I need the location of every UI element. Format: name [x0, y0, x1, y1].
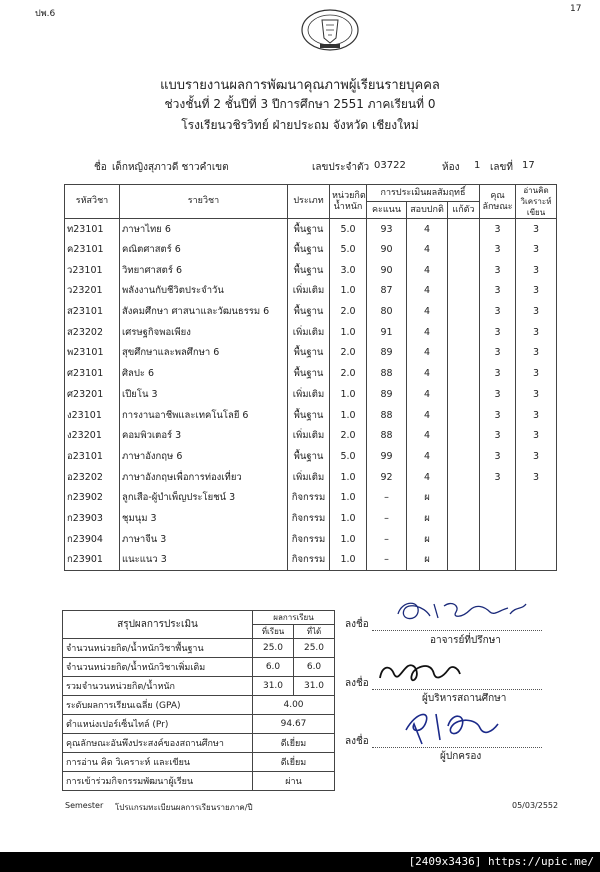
cell-code: ก23904	[65, 529, 120, 550]
cell-character: 3	[480, 260, 516, 281]
summary-row-earned: 31.0	[294, 677, 335, 696]
cell-reading: 3	[516, 322, 557, 343]
cell-type: กิจกรรม	[288, 508, 330, 529]
cell-retake	[448, 467, 480, 488]
cell-code: ศ23101	[65, 363, 120, 384]
cell-reading: 3	[516, 467, 557, 488]
cell-score: 88	[367, 425, 407, 446]
summary-row	[63, 677, 335, 696]
cell-credits: 5.0	[330, 446, 367, 467]
cell-retake	[448, 363, 480, 384]
school-emblem	[298, 8, 362, 54]
cell-retake	[448, 425, 480, 446]
cell-reading: 3	[516, 343, 557, 364]
room-label: ห้อง	[442, 162, 460, 173]
cell-character: 3	[480, 219, 516, 240]
cell-reading: 3	[516, 363, 557, 384]
cell-reading: 3	[516, 301, 557, 322]
cell-subject: ภาษาไทย 6	[120, 219, 288, 240]
cell-type: กิจกรรม	[288, 550, 330, 571]
cell-credits: 2.0	[330, 301, 367, 322]
student-name-label: ชื่อ	[94, 162, 107, 173]
cell-score: 90	[367, 239, 407, 260]
cell-subject: วิทยาศาสตร์ 6	[120, 260, 288, 281]
cell-score: –	[367, 550, 407, 571]
grade-row	[65, 550, 557, 571]
cell-reading: 3	[516, 384, 557, 405]
cell-reading: 3	[516, 446, 557, 467]
pr-label: ตำแหน่งเปอร์เซ็นไทล์ (Pr)	[63, 715, 253, 734]
cell-credits: 1.0	[330, 508, 367, 529]
cell-type: เพิ่มเติม	[288, 467, 330, 488]
cell-type: พื้นฐาน	[288, 405, 330, 426]
cell-credits: 1.0	[330, 550, 367, 571]
grade-row	[65, 508, 557, 529]
director-role: ผู้บริหารสถานศึกษา	[422, 693, 507, 704]
summary-row-studied: 6.0	[253, 658, 294, 677]
cell-subject: การงานอาชีพและเทคโนโลยี 6	[120, 405, 288, 426]
cell-character: 3	[480, 425, 516, 446]
cell-retake	[448, 260, 480, 281]
cell-reading	[516, 529, 557, 550]
cell-score: 88	[367, 405, 407, 426]
grade-row	[65, 363, 557, 384]
grade-row	[65, 405, 557, 426]
cell-code: ว23101	[65, 260, 120, 281]
cell-code: พ23101	[65, 343, 120, 364]
cell-subject: คอมพิวเตอร์ 3	[120, 425, 288, 446]
school-emblem-icon	[298, 8, 362, 54]
grade-row	[65, 322, 557, 343]
grade-row	[65, 281, 557, 302]
summary-title: สรุปผลการประเมิน	[63, 611, 253, 639]
cell-grade: 4	[407, 219, 448, 240]
cell-reading: 3	[516, 425, 557, 446]
reading-value: ดีเยี่ยม	[253, 753, 335, 772]
cell-score: 89	[367, 343, 407, 364]
cell-subject: คณิตศาสตร์ 6	[120, 239, 288, 260]
summary-row	[63, 639, 335, 658]
summary-row-earned: 25.0	[294, 639, 335, 658]
cell-code: ว23201	[65, 281, 120, 302]
cell-retake	[448, 219, 480, 240]
cell-character: 3	[480, 446, 516, 467]
summary-row-label: จำนวนหน่วยกิต/น้ำหนักวิชาพื้นฐาน	[63, 639, 253, 658]
cell-subject: ชุมนุม 3	[120, 508, 288, 529]
cell-grade: ผ	[407, 529, 448, 550]
cell-code: ส23101	[65, 301, 120, 322]
cell-retake	[448, 384, 480, 405]
parent-role: ผู้ปกครอง	[440, 751, 482, 762]
cell-subject: ภาษาอังกฤษเพื่อการท่องเที่ยว	[120, 467, 288, 488]
cell-score: –	[367, 508, 407, 529]
col-header-credits: หน่วยกิต น้ำหนัก	[330, 185, 367, 219]
col-header-score: คะแนน	[367, 202, 407, 219]
program-name: โปรแกรมทะเบียนผลการเรียนรายภาค/ปี	[115, 803, 253, 812]
grades-table	[64, 184, 557, 571]
cell-subject: ศิลปะ 6	[120, 363, 288, 384]
student-id-label: เลขประจำตัว	[312, 162, 370, 173]
cell-grade: 4	[407, 281, 448, 302]
summary-row-studied: 25.0	[253, 639, 294, 658]
grade-row	[65, 384, 557, 405]
cell-grade: 4	[407, 260, 448, 281]
cell-code: อ23202	[65, 467, 120, 488]
cell-type: เพิ่มเติม	[288, 384, 330, 405]
character-label: คุณลักษณะอันพึงประสงค์ของสถานศึกษา	[63, 734, 253, 753]
cell-credits: 2.0	[330, 425, 367, 446]
cell-grade: 4	[407, 239, 448, 260]
cell-code: ง23201	[65, 425, 120, 446]
student-id: 03722	[374, 160, 406, 171]
cell-subject: ลูกเสือ-ผู้บำเพ็ญประโยชน์ 3	[120, 487, 288, 508]
gpa-value: 4.00	[253, 696, 335, 715]
cell-retake	[448, 301, 480, 322]
cell-credits: 3.0	[330, 260, 367, 281]
cell-reading: 3	[516, 219, 557, 240]
cell-grade: ผ	[407, 487, 448, 508]
cell-reading: 3	[516, 405, 557, 426]
cell-grade: ผ	[407, 550, 448, 571]
cell-subject: เศรษฐกิจพอเพียง	[120, 322, 288, 343]
col-header-reading: อ่านคิด วิเคราะห์เขียน	[516, 185, 557, 219]
cell-subject: พลังงานกับชีวิตประจำวัน	[120, 281, 288, 302]
room-value: 1	[474, 160, 481, 171]
cell-grade: 4	[407, 322, 448, 343]
cell-type: กิจกรรม	[288, 529, 330, 550]
director-signature	[376, 656, 466, 690]
report-title: แบบรายงานผลการพัฒนาคุณภาพผู้เรียนรายบุคคล	[160, 78, 440, 93]
cell-retake	[448, 529, 480, 550]
cell-character	[480, 550, 516, 571]
student-name: เด็กหญิงสุภาวดี ชาวคำเขต	[112, 162, 229, 173]
col-header-assessment: การประเมินผลสัมฤทธิ์	[367, 185, 480, 202]
col-header-type: ประเภท	[288, 185, 330, 219]
grades-table-body	[65, 219, 557, 571]
parent-sign-label: ลงชื่อ	[345, 736, 369, 747]
cell-score: 99	[367, 446, 407, 467]
cell-retake	[448, 508, 480, 529]
summary-col-group: ผลการเรียน	[253, 611, 335, 625]
cell-credits: 2.0	[330, 343, 367, 364]
cell-character: 3	[480, 467, 516, 488]
cell-reading: 3	[516, 260, 557, 281]
cell-retake	[448, 281, 480, 302]
report-subtitle-school: โรงเรียนวชิรวิทย์ ฝ่ายประถม จังหวัด เชียงใหม่	[181, 118, 419, 132]
cell-credits: 1.0	[330, 487, 367, 508]
col-header-subject: รายวิชา	[120, 185, 288, 219]
cell-grade: 4	[407, 343, 448, 364]
image-info-bar: [2409x3436] https://upic.me/	[0, 852, 598, 872]
number-value: 17	[522, 160, 535, 171]
cell-character	[480, 487, 516, 508]
cell-code: ง23101	[65, 405, 120, 426]
cell-character: 3	[480, 363, 516, 384]
cell-grade: 4	[407, 301, 448, 322]
cell-retake	[448, 446, 480, 467]
cell-code: ท23101	[65, 219, 120, 240]
cell-reading	[516, 487, 557, 508]
cell-grade: ผ	[407, 508, 448, 529]
cell-type: กิจกรรม	[288, 487, 330, 508]
summary-row	[63, 658, 335, 677]
cell-score: 88	[367, 363, 407, 384]
cell-code: ก23902	[65, 487, 120, 508]
director-sign-label: ลงชื่อ	[345, 678, 369, 689]
advisor-sign-line	[372, 630, 542, 631]
reading-label: การอ่าน คิด วิเคราะห์ และเขียน	[63, 753, 253, 772]
cell-score: 90	[367, 260, 407, 281]
cell-grade: 4	[407, 384, 448, 405]
cell-type: พื้นฐาน	[288, 446, 330, 467]
grade-row	[65, 239, 557, 260]
col-header-retake: แก้ตัว	[448, 202, 480, 219]
cell-code: ก23903	[65, 508, 120, 529]
form-code: ปพ.6	[35, 9, 56, 19]
cell-credits: 1.0	[330, 322, 367, 343]
print-date: 05/03/2552	[512, 801, 559, 810]
semester-label: Semester	[65, 801, 104, 810]
cell-grade: 4	[407, 467, 448, 488]
cell-type: พื้นฐาน	[288, 219, 330, 240]
character-value: ดีเยี่ยม	[253, 734, 335, 753]
cell-character: 3	[480, 281, 516, 302]
cell-character: 3	[480, 322, 516, 343]
cell-reading: 3	[516, 239, 557, 260]
grade-row	[65, 446, 557, 467]
cell-reading	[516, 508, 557, 529]
pr-value: 94.67	[253, 715, 335, 734]
cell-subject: ภาษาอังกฤษ 6	[120, 446, 288, 467]
cell-score: 93	[367, 219, 407, 240]
cell-subject: สังคมศึกษา ศาสนาและวัฒนธรรม 6	[120, 301, 288, 322]
grade-row	[65, 487, 557, 508]
cell-character: 3	[480, 301, 516, 322]
summary-col-studied: ที่เรียน	[253, 625, 294, 639]
grade-row	[65, 467, 557, 488]
cell-grade: 4	[407, 446, 448, 467]
grade-row	[65, 260, 557, 281]
cell-grade: 4	[407, 405, 448, 426]
cell-retake	[448, 322, 480, 343]
grade-row	[65, 425, 557, 446]
cell-score: –	[367, 529, 407, 550]
cell-code: ก23901	[65, 550, 120, 571]
gpa-label: ระดับผลการเรียนเฉลี่ย (GPA)	[63, 696, 253, 715]
summary-row-label: รวมจำนวนหน่วยกิต/น้ำหนัก	[63, 677, 253, 696]
cell-credits: 1.0	[330, 467, 367, 488]
cell-grade: 4	[407, 425, 448, 446]
cell-credits: 5.0	[330, 239, 367, 260]
cell-character: 3	[480, 343, 516, 364]
cell-score: 92	[367, 467, 407, 488]
cell-type: เพิ่มเติม	[288, 281, 330, 302]
cell-grade: 4	[407, 363, 448, 384]
cell-type: พื้นฐาน	[288, 301, 330, 322]
cell-character: 3	[480, 384, 516, 405]
cell-subject: แนะแนว 3	[120, 550, 288, 571]
activity-value: ผ่าน	[253, 772, 335, 791]
cell-reading: 3	[516, 281, 557, 302]
cell-code: ค23101	[65, 239, 120, 260]
grade-row	[65, 343, 557, 364]
cell-credits: 5.0	[330, 219, 367, 240]
cell-retake	[448, 487, 480, 508]
grade-row	[65, 219, 557, 240]
cell-retake	[448, 550, 480, 571]
advisor-sign-label: ลงชื่อ	[345, 619, 369, 630]
summary-row-label: จำนวนหน่วยกิต/น้ำหนักวิชาเพิ่มเติม	[63, 658, 253, 677]
cell-score: 89	[367, 384, 407, 405]
cell-character: 3	[480, 405, 516, 426]
cell-score: 87	[367, 281, 407, 302]
cell-type: พื้นฐาน	[288, 363, 330, 384]
cell-subject: ภาษาจีน 3	[120, 529, 288, 550]
parent-signature	[396, 704, 506, 748]
cell-credits: 1.0	[330, 384, 367, 405]
cell-type: เพิ่มเติม	[288, 425, 330, 446]
col-header-character: คุณ ลักษณะ	[480, 185, 516, 219]
cell-character	[480, 529, 516, 550]
page-number: 17	[570, 4, 582, 14]
cell-score: 80	[367, 301, 407, 322]
grade-row	[65, 529, 557, 550]
cell-reading	[516, 550, 557, 571]
cell-score: –	[367, 487, 407, 508]
cell-retake	[448, 239, 480, 260]
summary-col-earned: ที่ได้	[294, 625, 335, 639]
cell-credits: 2.0	[330, 363, 367, 384]
advisor-signature	[390, 596, 540, 628]
cell-retake	[448, 405, 480, 426]
cell-type: พื้นฐาน	[288, 260, 330, 281]
cell-credits: 1.0	[330, 405, 367, 426]
cell-character	[480, 508, 516, 529]
cell-score: 91	[367, 322, 407, 343]
cell-type: พื้นฐาน	[288, 343, 330, 364]
col-header-grade: สอบปกติ	[407, 202, 448, 219]
cell-credits: 1.0	[330, 529, 367, 550]
cell-subject: สุขศึกษาและพลศึกษา 6	[120, 343, 288, 364]
cell-type: พื้นฐาน	[288, 239, 330, 260]
summary-table	[62, 610, 335, 791]
cell-code: ส23202	[65, 322, 120, 343]
summary-row-studied: 31.0	[253, 677, 294, 696]
number-label: เลขที่	[490, 162, 513, 173]
col-header-code: รหัสวิชา	[65, 185, 120, 219]
cell-subject: เปียโน 3	[120, 384, 288, 405]
grade-row	[65, 301, 557, 322]
cell-credits: 1.0	[330, 281, 367, 302]
activity-label: การเข้าร่วมกิจกรรมพัฒนาผู้เรียน	[63, 772, 253, 791]
report-subtitle-level: ช่วงชั้นที่ 2 ชั้นปีที่ 3 ปีการศึกษา 2551 ภาคเรียนที่ 0	[164, 97, 436, 111]
summary-row-earned: 6.0	[294, 658, 335, 677]
cell-type: เพิ่มเติม	[288, 322, 330, 343]
cell-character: 3	[480, 239, 516, 260]
advisor-role: อาจารย์ที่ปรึกษา	[430, 635, 501, 646]
cell-retake	[448, 343, 480, 364]
cell-code: อ23101	[65, 446, 120, 467]
cell-code: ศ23201	[65, 384, 120, 405]
